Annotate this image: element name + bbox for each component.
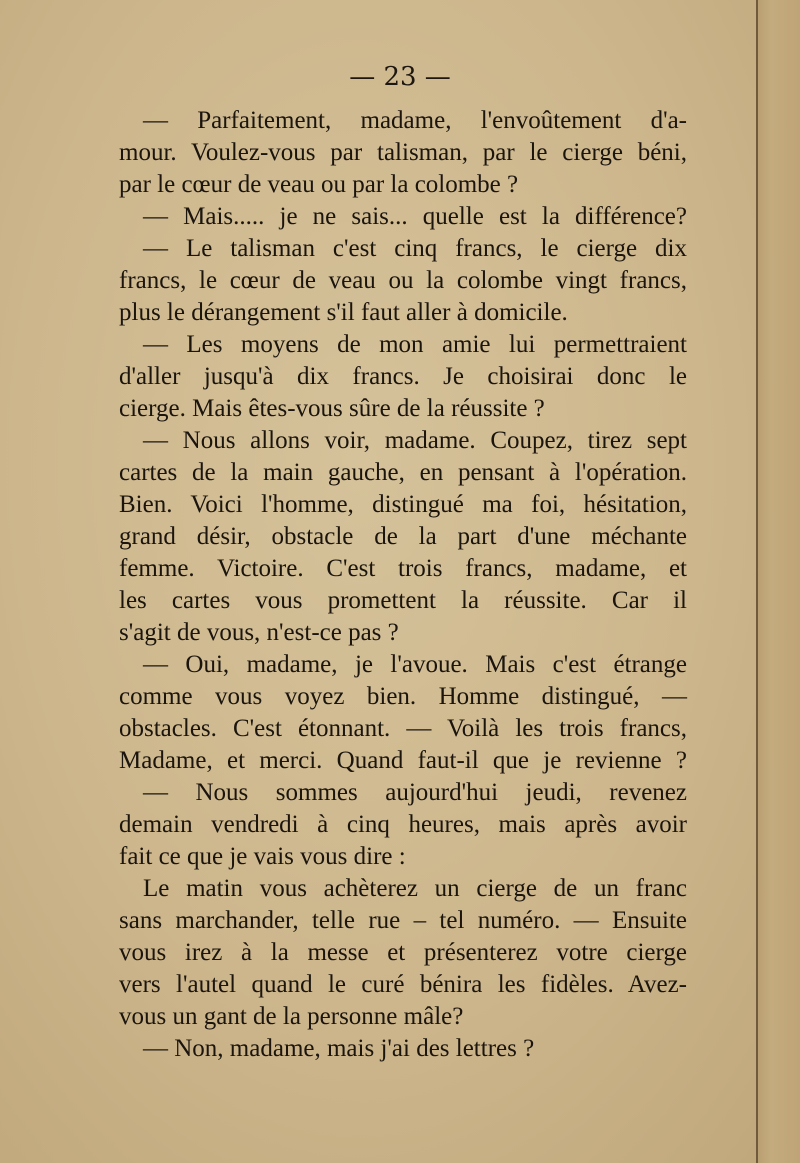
text-line: s'agit de vous, n'est-ce pas ?	[119, 619, 399, 646]
text-line: — Les moyens de mon amie lui permettraient	[143, 331, 687, 358]
text-line: plus le dérangement s'il faut aller à domicile.	[119, 299, 568, 326]
text-line: Madame, et merci. Quand faut-il que je revienne ?	[119, 747, 687, 774]
text-line: demain vendredi à cinq heures, mais après avoir	[119, 811, 687, 838]
body-text	[119, 105, 687, 1065]
text-line: mour. Voulez-vous par talisman, par le cierge béni,	[119, 139, 687, 166]
page-number: — 23 —	[349, 62, 451, 92]
text-line: vous un gant de la personne mâle?	[119, 1003, 464, 1030]
text-line: vers l'autel quand le curé bénira les fidèles. Avez-	[119, 971, 687, 998]
text-line: cartes de la main gauche, en pensant à l'opération.	[119, 459, 687, 486]
text-line: d'aller jusqu'à dix francs. Je choisirai donc le	[119, 363, 687, 390]
text-line: comme vous voyez bien. Homme distingué, —	[119, 683, 687, 710]
text-line: — Oui, madame, je l'avoue. Mais c'est étrange	[143, 651, 687, 678]
text-line: — Nous sommes aujourd'hui jeudi, revenez	[143, 779, 687, 806]
text-line: — Le talisman c'est cinq francs, le cierge dix	[143, 235, 687, 262]
text-line: francs, le cœur de veau ou la colombe vingt francs,	[119, 267, 687, 294]
text-line: les cartes vous promettent la réussite. Car il	[119, 587, 687, 614]
text-line: — Non, madame, mais j'ai des lettres ?	[143, 1035, 535, 1062]
text-line: grand désir, obstacle de la part d'une méchante	[119, 523, 687, 550]
text-line: femme. Victoire. C'est trois francs, madame, et	[119, 555, 687, 582]
text-line: — Mais..... je ne sais... quelle est la différence?	[143, 203, 687, 230]
text-line: vous irez à la messe et présenterez votre cierge	[119, 939, 687, 966]
page-edge	[756, 0, 800, 1163]
text-line: obstacles. C'est étonnant. — Voilà les trois francs,	[119, 715, 687, 742]
text-line: Le matin vous achèterez un cierge de un franc	[143, 875, 687, 902]
text-line: sans marchander, telle rue – tel numéro. — Ensuite	[119, 907, 687, 934]
text-line: par le cœur de veau ou par la colombe ?	[119, 171, 519, 198]
text-line: cierge. Mais êtes-vous sûre de la réussite ?	[119, 395, 545, 422]
text-line: fait ce que je vais vous dire :	[119, 843, 406, 870]
text-line: — Nous allons voir, madame. Coupez, tirez sept	[143, 427, 687, 454]
text-line: Bien. Voici l'homme, distingué ma foi, hésitation,	[119, 491, 687, 518]
text-line: — Parfaitement, madame, l'envoûtement d'a-	[143, 107, 687, 134]
